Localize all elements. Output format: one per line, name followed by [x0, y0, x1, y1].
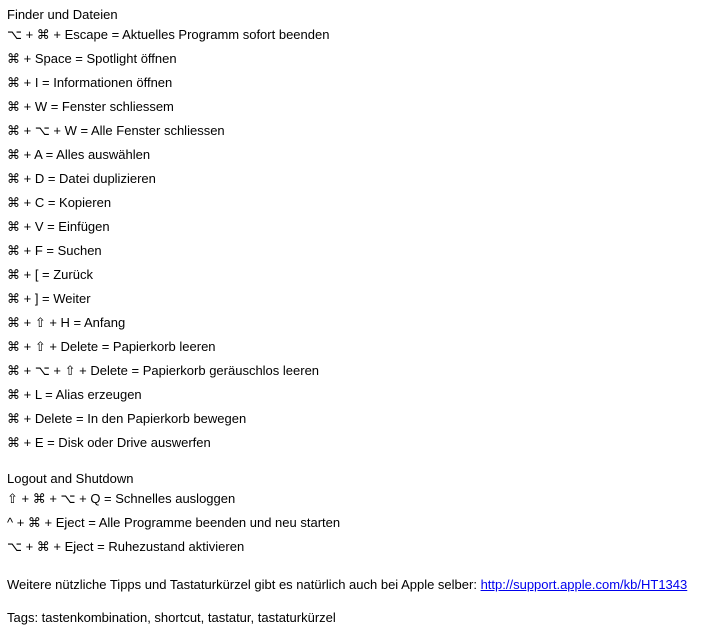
shortcut-line: ⌘ + I = Informationen öffnen	[7, 75, 173, 90]
section-gap	[7, 562, 719, 576]
shortcut-line: ⌘ + ⌥ + W = Alle Fenster schliessen	[7, 123, 225, 138]
shortcut-line: ⌘ + F = Suchen	[7, 243, 102, 258]
shortcut-line: ^ + ⌘ + Eject = Alle Programme beenden und neu starten	[7, 515, 341, 530]
article-content	[7, 6, 719, 633]
shortcut-line: ⌥ + ⌘ + Escape = Aktuelles Programm sofort beenden	[7, 27, 330, 42]
tips-text: Weitere nützliche Tipps und Tastaturkürzel gibt es natürlich auch bei Apple selber:	[7, 577, 481, 592]
tips-paragraph	[7, 576, 719, 600]
shortcut-line: ⌘ + Delete = In den Papierkorb bewegen	[7, 411, 247, 426]
shortcut-line: ⌥ + ⌘ + Eject = Ruhezustand aktivieren	[7, 539, 245, 554]
shortcut-line: ⌘ + ⇧ + Delete = Papierkorb leeren	[7, 339, 216, 354]
shortcut-line: ⌘ + E = Disk oder Drive auswerfen	[7, 435, 211, 450]
shortcut-line: ⌘ + ⌥ + ⇧ + Delete = Papierkorb geräuschlos leeren	[7, 363, 320, 378]
shortcut-line: ⌘ + W = Fenster schliessem	[7, 99, 174, 114]
section-heading-finder: Finder und Dateien	[7, 7, 118, 22]
shortcut-line: ⌘ + D = Datei duplizieren	[7, 171, 156, 186]
shortcut-line: ⌘ + ⇧ + H = Anfang	[7, 315, 126, 330]
paragraph-gap	[7, 600, 719, 609]
shortcut-line: ⌘ + ] = Weiter	[7, 291, 91, 306]
shortcut-line: ⌘ + [ = Zurück	[7, 267, 93, 282]
section-heading-logout: Logout and Shutdown	[7, 471, 134, 486]
shortcut-line: ⌘ + L = Alias erzeugen	[7, 387, 142, 402]
tags-line: Tags: tastenkombination, shortcut, tastatur, tastaturkürzel	[7, 610, 336, 625]
shortcut-line: ⌘ + A = Alles auswählen	[7, 147, 151, 162]
section-gap	[7, 458, 719, 470]
shortcut-line: ⌘ + Space = Spotlight öffnen	[7, 51, 177, 66]
shortcut-line: ⇧ + ⌘ + ⌥ + Q = Schnelles ausloggen	[7, 491, 236, 506]
apple-support-link[interactable]: http://support.apple.com/kb/HT1343	[480, 577, 688, 592]
shortcut-line: ⌘ + C = Kopieren	[7, 195, 112, 210]
shortcut-line: ⌘ + V = Einfügen	[7, 219, 110, 234]
